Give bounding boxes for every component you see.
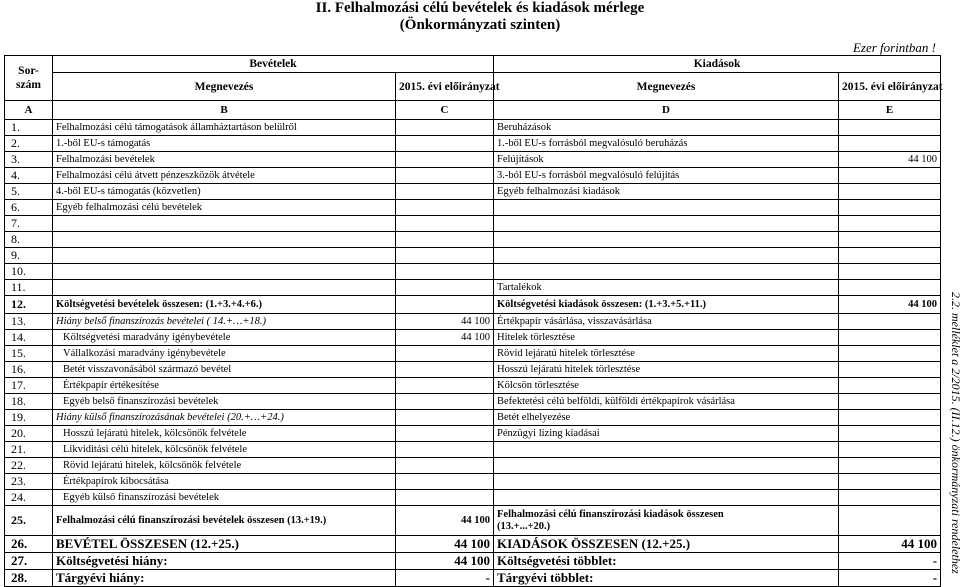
- expense-label: [494, 248, 839, 264]
- table-row: [5, 506, 941, 536]
- table-row: [5, 330, 941, 346]
- income-label: BEVÉTEL ÖSSZESEN (12.+25.): [53, 536, 396, 553]
- col-letter: D: [494, 101, 839, 120]
- row-number: 23.: [5, 474, 53, 490]
- row-number: 14.: [5, 330, 53, 346]
- income-label: [53, 280, 396, 296]
- table-row: [5, 474, 941, 490]
- expense-amount: [839, 362, 941, 378]
- income-label: Értékpapírok kibocsátása: [53, 474, 396, 490]
- expense-amount: [839, 426, 941, 442]
- income-label: Betét visszavonásából származó bevétel: [53, 362, 396, 378]
- expense-label: [494, 200, 839, 216]
- income-label: [53, 232, 396, 248]
- income-amount: [396, 152, 494, 168]
- income-label: Likviditási célú hitelek, kölcsönök felvétele: [53, 442, 396, 458]
- table-row: [5, 426, 941, 442]
- expense-amount: [839, 264, 941, 280]
- expense-amount: [839, 474, 941, 490]
- row-number: 7.: [5, 216, 53, 232]
- income-label: Költségvetési maradvány igénybevétele: [53, 330, 396, 346]
- col-letter: C: [396, 101, 494, 120]
- expense-label: Hitelek törlesztése: [494, 330, 839, 346]
- expense-label: Pénzügyi lízing kiadásai: [494, 426, 839, 442]
- row-number: 9.: [5, 248, 53, 264]
- row-number: 12.: [5, 296, 53, 314]
- expense-label: [494, 458, 839, 474]
- table-row: [5, 458, 941, 474]
- table-row: [5, 120, 941, 136]
- income-amount: [396, 200, 494, 216]
- row-number: 5.: [5, 184, 53, 200]
- expense-amount: [839, 120, 941, 136]
- income-label: [53, 264, 396, 280]
- header-eloiranyzat-in: 2015. évi előirányzat: [396, 73, 494, 101]
- col-letter: B: [53, 101, 396, 120]
- expense-amount: [839, 442, 941, 458]
- row-number: 24.: [5, 490, 53, 506]
- row-number: 16.: [5, 362, 53, 378]
- row-number: 8.: [5, 232, 53, 248]
- income-label: Felhalmozási célú támogatások államháztartáson belülről: [53, 120, 396, 136]
- expense-amount: [839, 458, 941, 474]
- income-amount: [396, 216, 494, 232]
- income-amount: [396, 184, 494, 200]
- income-amount: [396, 280, 494, 296]
- expense-amount: [839, 490, 941, 506]
- row-number: 26.: [5, 536, 53, 553]
- expense-label: KIADÁSOK ÖSSZESEN (12.+25.): [494, 536, 839, 553]
- income-label: Értékpapír értékesítése: [53, 378, 396, 394]
- expense-label: [494, 474, 839, 490]
- expense-label: [494, 442, 839, 458]
- income-label: [53, 216, 396, 232]
- income-amount: [396, 362, 494, 378]
- expense-label: Költségvetési kiadások összesen: (1.+3.+5.+11.): [494, 296, 839, 314]
- income-label: 4.-ből EU-s támogatás (közvetlen): [53, 184, 396, 200]
- row-number: 18.: [5, 394, 53, 410]
- table-row: [5, 152, 941, 168]
- expense-amount: -: [839, 570, 941, 587]
- income-label: Költségvetési bevételek összesen: (1.+3.+4.+6.): [53, 296, 396, 314]
- expense-label: Tartalékok: [494, 280, 839, 296]
- expense-label: Költségvetési többlet:: [494, 553, 839, 570]
- expense-label: [494, 490, 839, 506]
- table-row: [5, 570, 941, 587]
- expense-label: Beruházások: [494, 120, 839, 136]
- row-number: 1.: [5, 120, 53, 136]
- table-row: [5, 216, 941, 232]
- unit-note: Ezer forintban !: [852, 40, 936, 55]
- income-amount: [396, 296, 494, 314]
- income-amount: 44 100: [396, 506, 494, 536]
- header-bevetelek: Bevételek: [53, 56, 494, 73]
- row-number: 28.: [5, 570, 53, 587]
- table-row: [5, 232, 941, 248]
- income-amount: 44 100: [396, 330, 494, 346]
- expense-amount: [839, 346, 941, 362]
- expense-label: Rövid lejáratú hitelek törlesztése: [494, 346, 839, 362]
- col-letter: E: [839, 101, 941, 120]
- income-amount: [396, 474, 494, 490]
- header-eloiranyzat-out: 2015. évi előirányzat: [839, 73, 941, 101]
- expense-label: Tárgyévi többlet:: [494, 570, 839, 587]
- header-megnevezes-in: Megnevezés: [53, 73, 396, 101]
- header-kiadasok: Kiadások: [494, 56, 941, 73]
- income-amount: -: [396, 570, 494, 587]
- balance-table: [4, 55, 941, 587]
- expense-amount: [839, 410, 941, 426]
- expense-amount: [839, 248, 941, 264]
- header-megnevezes-out: Megnevezés: [494, 73, 839, 101]
- expense-amount: [839, 232, 941, 248]
- table-row: [5, 394, 941, 410]
- income-amount: [396, 346, 494, 362]
- table-row: [5, 168, 941, 184]
- income-amount: [396, 458, 494, 474]
- expense-label: 1.-ből EU-s forrásból megvalósuló beruházás: [494, 136, 839, 152]
- expense-label-line: Felhalmozási célú finanszírozási kiadások összesen: [497, 508, 724, 520]
- expense-amount: [839, 136, 941, 152]
- income-label: Tárgyévi hiány:: [53, 570, 396, 587]
- expense-label: [494, 264, 839, 280]
- table-row: [5, 248, 941, 264]
- income-amount: 44 100: [396, 553, 494, 570]
- income-label: Felhalmozási célú finanszírozási bevételek összesen (13.+19.): [53, 506, 396, 536]
- table-row: [5, 184, 941, 200]
- expense-label: Felújítások: [494, 152, 839, 168]
- table-row: [5, 553, 941, 570]
- income-label: Felhalmozási célú átvett pénzeszközök átvétele: [53, 168, 396, 184]
- row-number: 3.: [5, 152, 53, 168]
- income-amount: [396, 168, 494, 184]
- expense-label: Kölcsön törlesztése: [494, 378, 839, 394]
- row-number: 17.: [5, 378, 53, 394]
- expense-label-line: (13.+...+20.): [497, 520, 551, 532]
- income-amount: 44 100: [396, 314, 494, 330]
- income-amount: [396, 378, 494, 394]
- table-row: [5, 280, 941, 296]
- income-amount: [396, 136, 494, 152]
- expense-label: [494, 232, 839, 248]
- income-label: Egyéb felhalmozási célú bevételek: [53, 200, 396, 216]
- row-number: 22.: [5, 458, 53, 474]
- row-number: 21.: [5, 442, 53, 458]
- income-label: Vállalkozási maradvány igénybevétele: [53, 346, 396, 362]
- income-label: Felhalmozási bevételek: [53, 152, 396, 168]
- row-number: 2.: [5, 136, 53, 152]
- expense-amount: -: [839, 553, 941, 570]
- table-row: [5, 410, 941, 426]
- table-row: [5, 346, 941, 362]
- table-row: [5, 200, 941, 216]
- table-row: [5, 314, 941, 330]
- expense-amount: [839, 314, 941, 330]
- side-note: 2.2. melléklet a 2/2015. (II.12.) önkormányzati rendelethez: [949, 292, 963, 574]
- income-amount: [396, 120, 494, 136]
- expense-label: Egyéb felhalmozási kiadások: [494, 184, 839, 200]
- income-amount: [396, 394, 494, 410]
- expense-label: Befektetési célú belföldi, külföldi értékpapírok vásárlása: [494, 394, 839, 410]
- income-label: Költségvetési hiány:: [53, 553, 396, 570]
- income-amount: [396, 442, 494, 458]
- expense-amount: [839, 184, 941, 200]
- income-amount: [396, 264, 494, 280]
- row-number: 10.: [5, 264, 53, 280]
- expense-amount: 44 100: [839, 296, 941, 314]
- table-row: [5, 490, 941, 506]
- income-label: Rövid lejáratú hitelek, kölcsönök felvétele: [53, 458, 396, 474]
- expense-label: Betét elhelyezése: [494, 410, 839, 426]
- page-title: II. Felhalmozási célú bevételek és kiadások mérlege: [315, 0, 645, 16]
- income-label: Hiány külső finanszírozásának bevételei (20.+…+24.): [53, 410, 396, 426]
- income-label: Hiány belső finanszírozás bevételei ( 14.+…+18.): [53, 314, 396, 330]
- row-number: 25.: [5, 506, 53, 536]
- table-row: [5, 296, 941, 314]
- header-sorszam: Sor-szám: [5, 56, 53, 101]
- expense-label: Értékpapír vásárlása, visszavásárlása: [494, 314, 839, 330]
- row-number: 11.: [5, 280, 53, 296]
- expense-amount: 44 100: [839, 536, 941, 553]
- income-amount: [396, 248, 494, 264]
- col-letter: A: [5, 101, 53, 120]
- expense-amount: 44 100: [839, 152, 941, 168]
- expense-amount: [839, 394, 941, 410]
- expense-amount: [839, 378, 941, 394]
- row-number: 27.: [5, 553, 53, 570]
- table-row: [5, 442, 941, 458]
- income-label: Egyéb belső finanszírozási bevételek: [53, 394, 396, 410]
- expense-amount: [839, 330, 941, 346]
- income-amount: [396, 490, 494, 506]
- expense-amount: [839, 216, 941, 232]
- income-label: Egyéb külső finanszírozási bevételek: [53, 490, 396, 506]
- row-number: 13.: [5, 314, 53, 330]
- income-amount: 44 100: [396, 536, 494, 553]
- page-subtitle: (Önkormányzati szinten): [399, 17, 561, 33]
- income-label: Hosszú lejáratú hitelek, kölcsönök felvétele: [53, 426, 396, 442]
- income-amount: [396, 232, 494, 248]
- expense-label: Hosszú lejáratú hitelek törlesztése: [494, 362, 839, 378]
- table-row: [5, 362, 941, 378]
- table-row: [5, 136, 941, 152]
- expense-amount: [839, 200, 941, 216]
- row-number: 6.: [5, 200, 53, 216]
- expense-amount: [839, 280, 941, 296]
- expense-label: [494, 216, 839, 232]
- row-number: 20.: [5, 426, 53, 442]
- table-row: [5, 378, 941, 394]
- expense-amount: [839, 506, 941, 536]
- income-amount: [396, 410, 494, 426]
- expense-amount: [839, 168, 941, 184]
- row-number: 15.: [5, 346, 53, 362]
- income-amount: [396, 426, 494, 442]
- row-number: 4.: [5, 168, 53, 184]
- income-label: [53, 248, 396, 264]
- expense-label: [494, 506, 839, 536]
- income-label: 1.-ből EU-s támogatás: [53, 136, 396, 152]
- row-number: 19.: [5, 410, 53, 426]
- table-row: [5, 264, 941, 280]
- table-row: [5, 536, 941, 553]
- expense-label: 3.-ból EU-s forrásból megvalósuló felújítás: [494, 168, 839, 184]
